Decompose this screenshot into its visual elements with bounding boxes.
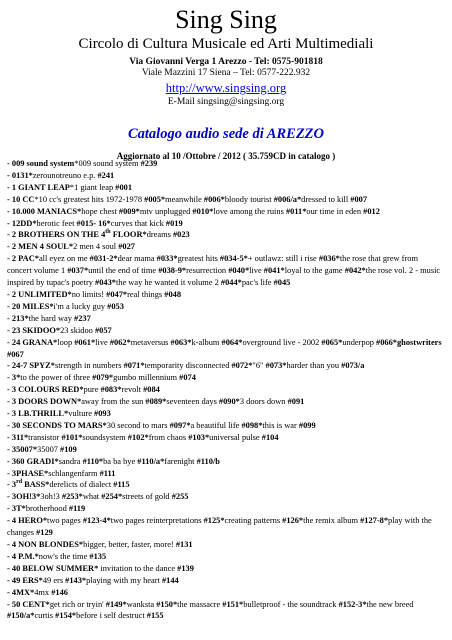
catalog-list xyxy=(7,158,444,622)
entry-code: - 4 HERO* xyxy=(7,516,48,526)
entry-code: #061* xyxy=(74,337,96,347)
entry-code: - 311* xyxy=(7,432,29,442)
entry-text: this is war xyxy=(262,420,299,430)
entry-code: #115 xyxy=(113,480,130,490)
entry-text: 3 doors down xyxy=(239,397,288,407)
entry-code: #110* xyxy=(82,456,104,466)
entry-text: k-album xyxy=(191,337,222,347)
entry-text: playing with my heart xyxy=(86,575,162,585)
entry-text: our time in eden xyxy=(306,206,364,216)
entry-text: 49 ers xyxy=(42,575,66,585)
entry-code: #079* xyxy=(92,373,114,383)
entry-code: - 40 BELOW SUMMER* xyxy=(7,563,99,573)
entry-text: overground live - 2002 xyxy=(242,337,322,347)
entry-text: live xyxy=(249,266,264,276)
entry-text: 2 men 4 soul xyxy=(73,242,119,252)
entry-code: #146 xyxy=(51,587,68,597)
entry-code: #098* xyxy=(241,420,263,430)
entry-text: resurrection xyxy=(186,266,229,276)
entry-code: #033* xyxy=(156,254,178,264)
entry-text: the way he wanted it volume 2 xyxy=(115,278,221,288)
entry-code: - 4 P.M.* xyxy=(7,551,39,561)
entry-code: - 50 CENT* xyxy=(7,599,50,609)
catalog-entry xyxy=(7,194,444,206)
entry-code: FLOOR* xyxy=(110,230,147,240)
entry-text: all eyez on me xyxy=(38,254,90,264)
entry-code: - 10.000 MANIACS* xyxy=(7,206,82,216)
catalog-entry xyxy=(7,170,444,182)
address-arezzo: Via Giovanni Verga 1 Arezzo - Tel: 0575-901818 xyxy=(129,57,323,67)
catalog-entry xyxy=(7,206,444,218)
entry-text: away from the sun xyxy=(81,397,146,407)
entry-code: #129 xyxy=(36,528,53,538)
entry-text: farenight xyxy=(164,456,197,466)
entry-code: #042* xyxy=(344,266,366,276)
entry-code: #155 xyxy=(146,611,164,621)
website-link[interactable]: http://www.singsing.org xyxy=(165,81,287,95)
entry-text: meanwhile xyxy=(165,194,204,204)
catalog-entry xyxy=(7,432,444,444)
entry-code: #041* xyxy=(263,266,285,276)
entry-code: - 3 xyxy=(7,480,17,490)
entry-code: - 3* xyxy=(7,373,21,383)
entry-text: ba ba bye xyxy=(103,456,138,466)
catalog-entry xyxy=(7,289,444,301)
entry-code: #064* xyxy=(221,337,243,347)
entry-code: #045 xyxy=(273,278,291,288)
entry-code: #101* xyxy=(61,432,83,442)
entry-code: - 3 DOORS DOWN* xyxy=(7,397,82,407)
entry-text: sandra xyxy=(58,456,83,466)
entry-text: hope chest xyxy=(81,206,119,216)
entry-code: - 4MX* xyxy=(7,587,35,597)
entry-text: pure xyxy=(83,385,101,395)
page-subtitle: Circolo di Cultura Musicale ed Arti Multimediali xyxy=(78,36,374,52)
entry-code: #151* xyxy=(222,599,244,609)
entry-code: #254* xyxy=(101,492,123,502)
entry-text: strength in numbers xyxy=(54,361,124,371)
entry-code: #065* xyxy=(321,337,343,347)
catalog-entry xyxy=(7,313,444,325)
entry-text: streets of gold xyxy=(122,492,172,502)
entry-code: th xyxy=(105,229,111,236)
entry-text: a beautiful life xyxy=(190,420,242,430)
catalog-title: Catalogo audio sede di AREZZO xyxy=(127,126,325,142)
entry-code: #006/a* xyxy=(273,194,302,204)
entry-code: #073* xyxy=(265,361,287,371)
entry-code: - 1 GIANT LEAP xyxy=(7,182,70,192)
entry-code: #047* xyxy=(106,289,128,299)
entry-code: - 35007* xyxy=(7,444,38,454)
entry-code: #143* xyxy=(65,575,87,585)
entry-code: #253* xyxy=(61,492,83,502)
entry-code: #015- 16* xyxy=(76,218,111,228)
catalog-entry xyxy=(7,575,444,587)
catalog-entry xyxy=(7,408,444,420)
entry-text: before i self destruct xyxy=(76,611,147,621)
updated-line: Aggiornato al 10 /Ottobre / 2012 ( 35.759CD in catalogo ) xyxy=(116,151,336,161)
catalog-entry xyxy=(7,218,444,230)
entry-code: - 2 MEN 4 SOUL* xyxy=(7,242,74,252)
catalog-entry xyxy=(7,479,444,491)
entry-text: revolt xyxy=(121,385,144,395)
catalog-entry xyxy=(7,491,444,503)
entry-text: dressed to kill xyxy=(301,194,351,204)
entry-text: "6" xyxy=(252,361,266,371)
entry-code: #104 xyxy=(261,432,279,442)
entry-code: #125* xyxy=(203,516,225,526)
entry-code: #097* xyxy=(169,420,191,430)
entry-code: #010* xyxy=(192,206,214,216)
entry-code: #110/a* xyxy=(137,456,165,466)
entry-code: - 009 sound system xyxy=(7,159,75,168)
catalog-entry xyxy=(7,372,444,384)
catalog-entry xyxy=(7,325,444,337)
catalog-entry xyxy=(7,503,444,515)
entry-code: #040* xyxy=(228,266,250,276)
entry-code: #038-9* xyxy=(158,266,187,276)
entry-code: #057 xyxy=(94,325,112,335)
entry-text: transistor xyxy=(28,432,62,442)
entry-text: dear mama xyxy=(117,254,157,264)
entry-text: + outlawz: still i rise xyxy=(247,254,319,264)
entry-code: #044* xyxy=(220,278,242,288)
entry-text: 3oh!3 xyxy=(40,492,62,502)
entry-code: #036* xyxy=(318,254,340,264)
entry-text: derelicts of dialect xyxy=(49,480,114,490)
entry-text: seventeen days xyxy=(166,397,219,407)
entry-text: vulture xyxy=(68,409,95,419)
entry-code: #152-3* xyxy=(338,599,367,609)
entry-code: #072* xyxy=(231,361,253,371)
entry-text: now's the time xyxy=(38,551,90,561)
catalog-entry xyxy=(7,420,444,432)
entry-text: curtis xyxy=(34,611,56,621)
entry-code: - 360 GRADI* xyxy=(7,456,59,466)
entry-text: herotic feet xyxy=(36,218,77,228)
entry-code: #127-8* xyxy=(360,516,389,526)
catalog-entry xyxy=(7,515,444,539)
entry-text: the hard way xyxy=(28,313,74,323)
entry-code: #103* xyxy=(188,432,210,442)
entry-code: #073/a xyxy=(341,361,365,371)
entry-text: love among the ruins xyxy=(213,206,286,216)
catalog-entry xyxy=(7,539,444,551)
entry-text: 23 skidoo xyxy=(60,325,95,335)
entry-code: #135 xyxy=(89,551,107,561)
entry-code: rd xyxy=(16,479,23,486)
entry-code: BASS* xyxy=(22,480,50,490)
entry-text: live xyxy=(95,337,110,347)
entry-text: bulletproof - the soundtrack xyxy=(243,599,339,609)
entry-code: #150* xyxy=(156,599,178,609)
catalog-entry xyxy=(7,360,444,372)
entry-code: - 3 LB.THRILL* xyxy=(7,409,69,419)
entry-text: metaversus xyxy=(130,337,171,347)
entry-code: - 2 PAC* xyxy=(7,254,39,264)
entry-code: #037* xyxy=(67,266,89,276)
catalog-entry xyxy=(7,301,444,313)
entry-text: get rich or tryin' xyxy=(49,599,106,609)
entry-text: brotherhood xyxy=(25,504,69,514)
entry-code: #083* xyxy=(100,385,122,395)
entry-code: #007 xyxy=(350,194,367,204)
entry-code: - 12DD* xyxy=(7,218,37,228)
entry-code: - 49 ERS* xyxy=(7,575,43,585)
entry-code: #027 xyxy=(118,242,135,252)
entry-code: #149* xyxy=(105,599,127,609)
entry-code: - 10 CC xyxy=(7,194,35,204)
page-title: Sing Sing xyxy=(175,5,277,34)
entry-code: - 2 UNLIMITED* xyxy=(7,289,72,299)
entry-code: #043* xyxy=(95,278,116,288)
entry-text: soundsystem xyxy=(82,432,128,442)
entry-code: - 20 MILES* xyxy=(7,301,54,311)
email-line: E-Mail singsing@singsing.org xyxy=(167,97,285,107)
entry-code: #154* xyxy=(55,611,77,621)
entry-text: real things xyxy=(127,289,165,299)
entry-code: - 213* xyxy=(7,313,29,323)
entry-code: #019 xyxy=(165,218,183,228)
entry-text: loop xyxy=(57,337,75,347)
entry-code: - 3 COLOURS RED* xyxy=(7,385,84,395)
entry-code: #241 xyxy=(97,170,115,180)
entry-text: loyal to the game xyxy=(284,266,345,276)
entry-code: #139 xyxy=(177,563,194,573)
catalog-entry xyxy=(7,599,444,623)
entry-text: bigger, better, faster, more! xyxy=(83,540,176,549)
entry-text: the rose that grew from concert volume 1 xyxy=(7,254,418,276)
entry-code: #237 xyxy=(74,313,91,323)
entry-text: the massacre xyxy=(177,599,223,609)
entry-code: - 3PHASE* xyxy=(7,468,49,478)
entry-code: #150/a* xyxy=(7,611,35,621)
entry-text: creating patterns xyxy=(224,516,283,526)
catalog-entry xyxy=(7,396,444,408)
entry-text: 30 second to mars xyxy=(106,420,170,430)
entry-text: from chaos xyxy=(148,432,189,442)
catalog-entry xyxy=(7,241,444,253)
entry-text: schlangenfarm xyxy=(48,468,100,478)
catalog-entry xyxy=(7,253,444,289)
entry-code: #090* xyxy=(218,397,240,407)
entry-code: #006* xyxy=(203,194,225,204)
entry-code: - 30 SECONDS TO MARS* xyxy=(7,420,107,430)
entry-text: what xyxy=(82,492,102,502)
entry-code: #131 xyxy=(175,540,193,549)
catalog-entry xyxy=(7,468,444,480)
entry-text: play with the changes xyxy=(7,516,432,538)
entry-code: - 0131* xyxy=(7,170,33,180)
entry-code: #089* xyxy=(145,397,167,407)
catalog-entry xyxy=(7,158,444,170)
entry-code: #126* xyxy=(282,516,304,526)
entry-text: the new breed xyxy=(366,599,414,609)
entry-text: the remix album xyxy=(303,516,361,526)
entry-code: #144 xyxy=(161,575,179,585)
entry-code: #093 xyxy=(94,409,111,419)
catalog-entry xyxy=(7,229,444,241)
entry-code: #099 xyxy=(298,420,316,430)
catalog-entry xyxy=(7,182,444,194)
catalog-entry xyxy=(7,587,444,599)
entry-code: #009* xyxy=(118,206,140,216)
entry-text: pac's life xyxy=(241,278,274,288)
entry-code: #071* xyxy=(123,361,145,371)
entry-code: #102* xyxy=(127,432,149,442)
entry-code: #005* xyxy=(144,194,166,204)
entry-code: #109 xyxy=(60,444,77,454)
entry-text: zerounotreuno e.p. xyxy=(32,170,98,180)
entry-code: #255 xyxy=(171,492,189,502)
entry-code: #062* xyxy=(109,337,131,347)
entry-text: universal pulse xyxy=(209,432,262,442)
entry-text: bloody tourist xyxy=(224,194,274,204)
entry-code: #063* xyxy=(170,337,192,347)
entry-text: harder than you xyxy=(286,361,342,371)
catalog-entry xyxy=(7,337,444,361)
entry-text: *1 giant leap xyxy=(69,182,116,192)
entry-text: gumbo millennium xyxy=(113,373,180,383)
catalog-entry xyxy=(7,563,444,575)
catalog-entry xyxy=(7,551,444,563)
entry-text: invitation to the dance xyxy=(98,563,178,573)
entry-text: curves that kick xyxy=(110,218,166,228)
entry-code: #053 xyxy=(107,301,124,311)
entry-text: to the power of three xyxy=(20,373,93,383)
entry-code: #239 xyxy=(140,159,158,168)
catalog-entry xyxy=(7,384,444,396)
catalog-entry xyxy=(7,456,444,468)
entry-code: - 3OH!3* xyxy=(7,492,41,502)
entry-code: - 3T* xyxy=(7,504,26,514)
entry-code: #111 xyxy=(99,468,116,478)
entry-code: - 23 SKIDOO* xyxy=(7,325,61,335)
entry-code: - 24-7 SPYZ* xyxy=(7,361,55,371)
entry-code: - 24 GRANA* xyxy=(7,337,58,347)
entry-text: *10 cc's greatest hits 1972-1978 xyxy=(34,194,145,204)
entry-code: #001 xyxy=(115,182,133,192)
entry-text: *009 sound system xyxy=(74,159,141,168)
entry-code: #012 xyxy=(363,206,380,216)
entry-code: #031-2* xyxy=(89,254,118,264)
entry-text: temporarity disconnected xyxy=(144,361,232,371)
entry-code: #123-4* xyxy=(82,516,111,526)
entry-text: mtv unplugged xyxy=(139,206,193,216)
entry-code: #091 xyxy=(287,397,305,407)
entry-text: i'm a lucky guy xyxy=(53,301,108,311)
entry-text: no limits! xyxy=(71,289,107,299)
entry-text: greatest hits xyxy=(177,254,220,264)
entry-text: wanksta xyxy=(126,599,157,609)
entry-text: 4mx xyxy=(34,587,52,597)
entry-code: #023 xyxy=(172,230,190,240)
entry-text: dreams xyxy=(146,230,173,240)
entry-code: - 4 NON BLONDES* xyxy=(7,540,84,549)
entry-code: #066*ghostwriters #067 xyxy=(7,337,442,359)
entry-code: - 2 BROTHERS ON THE 4 xyxy=(7,230,106,240)
entry-text: underpop xyxy=(342,337,377,347)
entry-text: 35007 xyxy=(37,444,61,454)
entry-code: #110/b xyxy=(196,456,220,466)
entry-code: #074 xyxy=(179,373,196,383)
entry-text: until the end of time xyxy=(88,266,159,276)
entry-code: #034-5* xyxy=(219,254,248,264)
address-siena: Viale Mazzini 17 Siena – Tel: 0577-222.932 xyxy=(141,68,311,78)
entry-text: two pages reinterpretations xyxy=(110,516,204,526)
header xyxy=(0,0,452,162)
catalog-entry xyxy=(7,444,444,456)
entry-code: #048 xyxy=(164,289,182,299)
entry-code: #119 xyxy=(68,504,86,514)
entry-text: two pages xyxy=(47,516,83,526)
entry-code: #084 xyxy=(143,385,160,395)
entry-code: #011* xyxy=(285,206,307,216)
entry-text: the rose vol. 2 - music inspired by tupac's poetry xyxy=(7,266,441,288)
